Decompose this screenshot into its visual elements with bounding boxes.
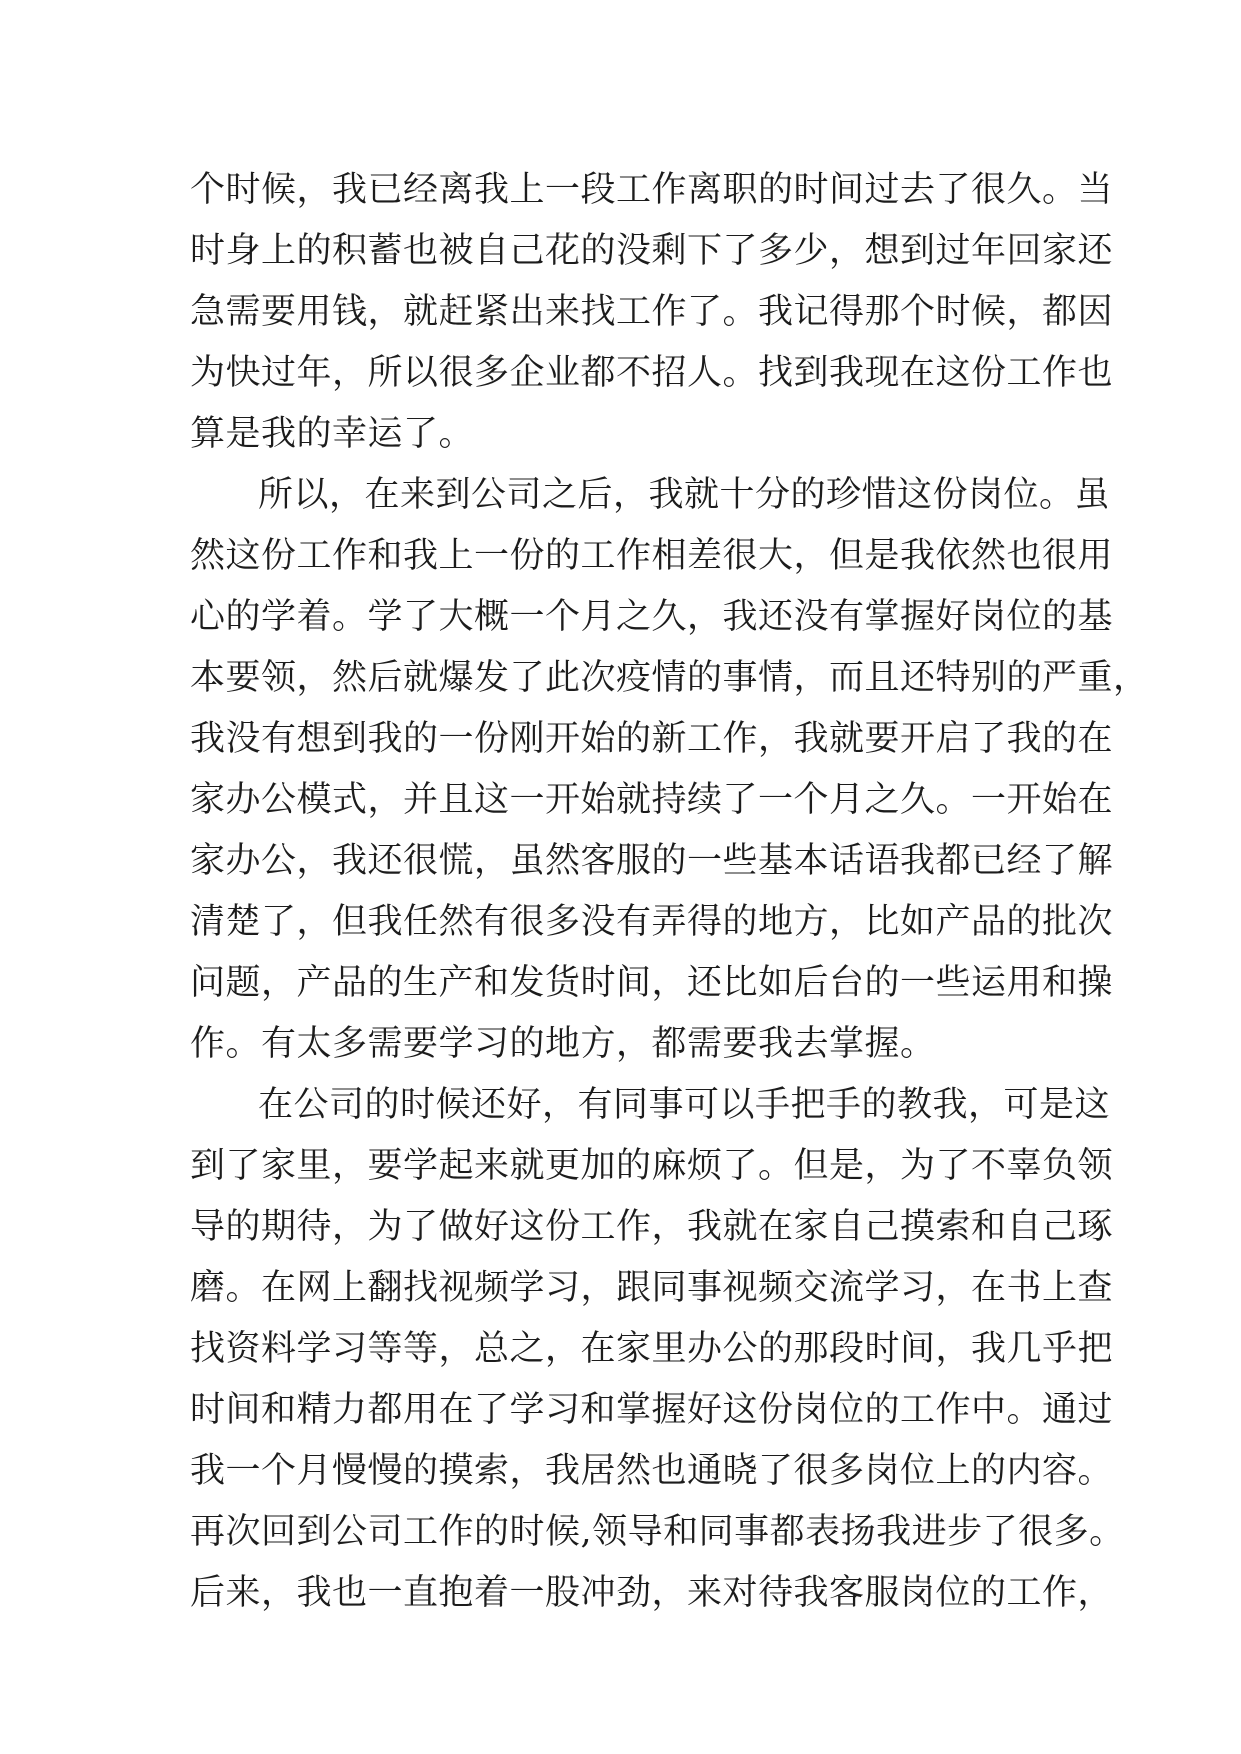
paragraph-start-line: 在公司的时候还好，有同事可以手把手的教我，可是这 [258, 1085, 1111, 1125]
text-line: 家办公，我还很慌，虽然客服的一些基本话语我都已经了解 [190, 841, 1114, 881]
text-line: 算是我的幸运了。 [190, 414, 475, 454]
text-line: 到了家里，要学起来就更加的麻烦了。但是，为了不辜负领 [190, 1146, 1114, 1186]
text-line: 导的期待，为了做好这份工作，我就在家自己摸索和自己琢 [190, 1207, 1114, 1247]
text-line: 时间和精力都用在了学习和掌握好这份岗位的工作中。通过 [190, 1390, 1114, 1430]
text-line: 本要领，然后就爆发了此次疫情的事情，而且还特别的严重， [190, 658, 1149, 698]
text-line: 再次回到公司工作的时候,领导和同事都表扬我进步了很多。 [190, 1512, 1125, 1552]
text-line: 我没有想到我的一份刚开始的新工作，我就要开启了我的在 [190, 719, 1114, 759]
text-line: 磨。在网上翻找视频学习，跟同事视频交流学习，在书上查 [190, 1268, 1114, 1308]
text-line: 我一个月慢慢的摸索，我居然也通晓了很多岗位上的内容。 [190, 1451, 1114, 1491]
paragraph-start-line: 所以，在来到公司之后，我就十分的珍惜这份岗位。虽 [258, 475, 1111, 515]
text-line: 为快过年，所以很多企业都不招人。找到我现在这份工作也 [190, 353, 1114, 393]
text-line: 家办公模式，并且这一开始就持续了一个月之久。一开始在 [190, 780, 1114, 820]
text-line: 心的学着。学了大概一个月之久，我还没有掌握好岗位的基 [190, 597, 1114, 637]
text-line: 急需要用钱，就赶紧出来找工作了。我记得那个时候，都因 [190, 292, 1114, 332]
text-line: 问题，产品的生产和发货时间，还比如后台的一些运用和操 [190, 963, 1114, 1003]
text-line: 时身上的积蓄也被自己花的没剩下了多少，想到过年回家还 [190, 231, 1114, 271]
text-line: 找资料学习等等，总之，在家里办公的那段时间，我几乎把 [190, 1329, 1114, 1369]
text-line: 作。有太多需要学习的地方，都需要我去掌握。 [190, 1024, 936, 1064]
text-line: 然这份工作和我上一份的工作相差很大，但是我依然也很用 [190, 536, 1114, 576]
text-line: 清楚了，但我任然有很多没有弄得的地方，比如产品的批次 [190, 902, 1114, 942]
body-text [190, 160, 1149, 1624]
text-line: 个时候，我已经离我上一段工作离职的时间过去了很久。当 [190, 170, 1114, 210]
text-line: 后来，我也一直抱着一股冲劲，来对待我客服岗位的工作， [190, 1573, 1114, 1613]
